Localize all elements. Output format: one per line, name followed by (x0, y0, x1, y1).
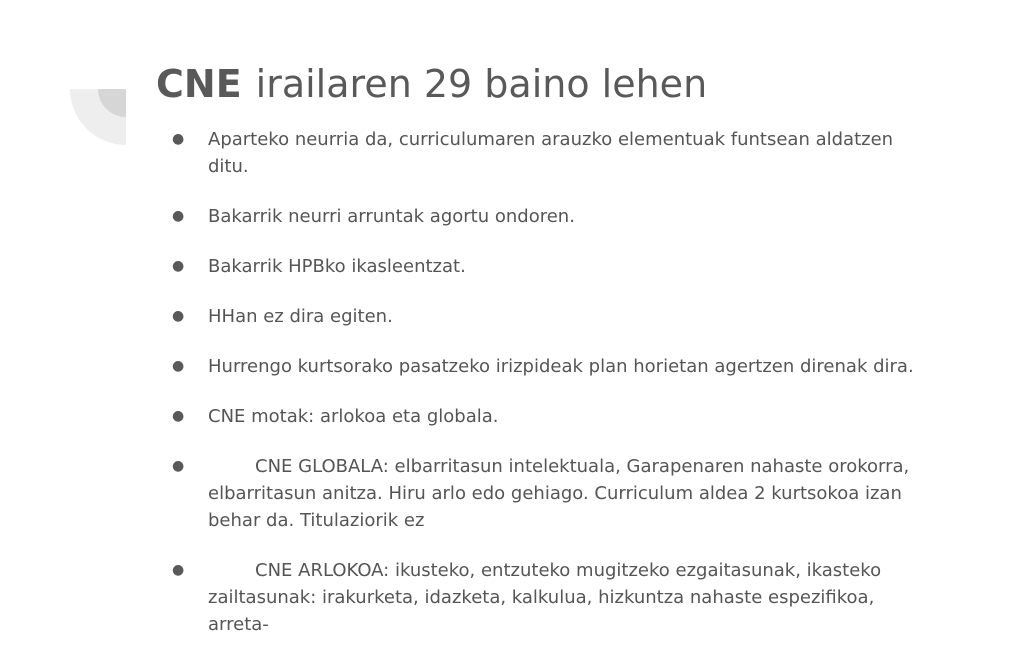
bullet-item (172, 557, 932, 638)
decorative-corner-shape (70, 89, 126, 145)
bullet-marker: ● (172, 562, 185, 578)
bullet-marker: ● (172, 458, 185, 474)
bullet-text: Hurrengo kurtsorako pasatzeko irizpideak plan horietan agertzen direnak dira. (208, 356, 914, 377)
bullet-item (172, 453, 932, 534)
bullet-item (172, 253, 932, 280)
bullet-item (172, 303, 932, 330)
slide-title-acronym: CNE (156, 62, 242, 106)
bullet-marker: ● (172, 258, 185, 274)
bullet-text: Bakarrik HPBko ikasleentzat. (208, 256, 466, 277)
bullet-text: CNE GLOBALA: elbarritasun intelektuala, Garapenaren nahaste orokorra, elbarritasun anitza. Hiru arlo edo gehiago. Curriculum aldea 2 kurtsokoa izan behar da. Titulaziorik ez (208, 456, 910, 531)
slide-title-text: irailaren 29 baino lehen (255, 62, 708, 106)
bullet-item (172, 126, 932, 180)
bullet-item (172, 203, 932, 230)
bullet-text: Bakarrik neurri arruntak agortu ondoren. (208, 206, 575, 227)
bullet-marker: ● (172, 408, 185, 424)
bullet-marker: ● (172, 131, 185, 147)
bullet-text: CNE motak: arlokoa eta globala. (208, 406, 499, 427)
bullet-marker: ● (172, 358, 185, 374)
bullet-marker: ● (172, 208, 185, 224)
slide-title (156, 60, 707, 108)
bullet-item (172, 403, 932, 430)
bullet-list (172, 126, 932, 661)
bullet-marker: ● (172, 308, 185, 324)
bullet-item (172, 353, 932, 380)
bullet-text: HHan ez dira egiten. (208, 306, 393, 327)
bullet-text: Aparteko neurria da, curriculumaren arauzko elementuak funtsean aldatzen ditu. (208, 129, 894, 177)
bullet-text: CNE ARLOKOA: ikusteko, entzuteko mugitzeko ezgaitasunak, ikasteko zailtasunak: irakurketa, idazketa, kalkulua, hizkuntza nahaste espezifikoa, arreta- (208, 560, 882, 635)
